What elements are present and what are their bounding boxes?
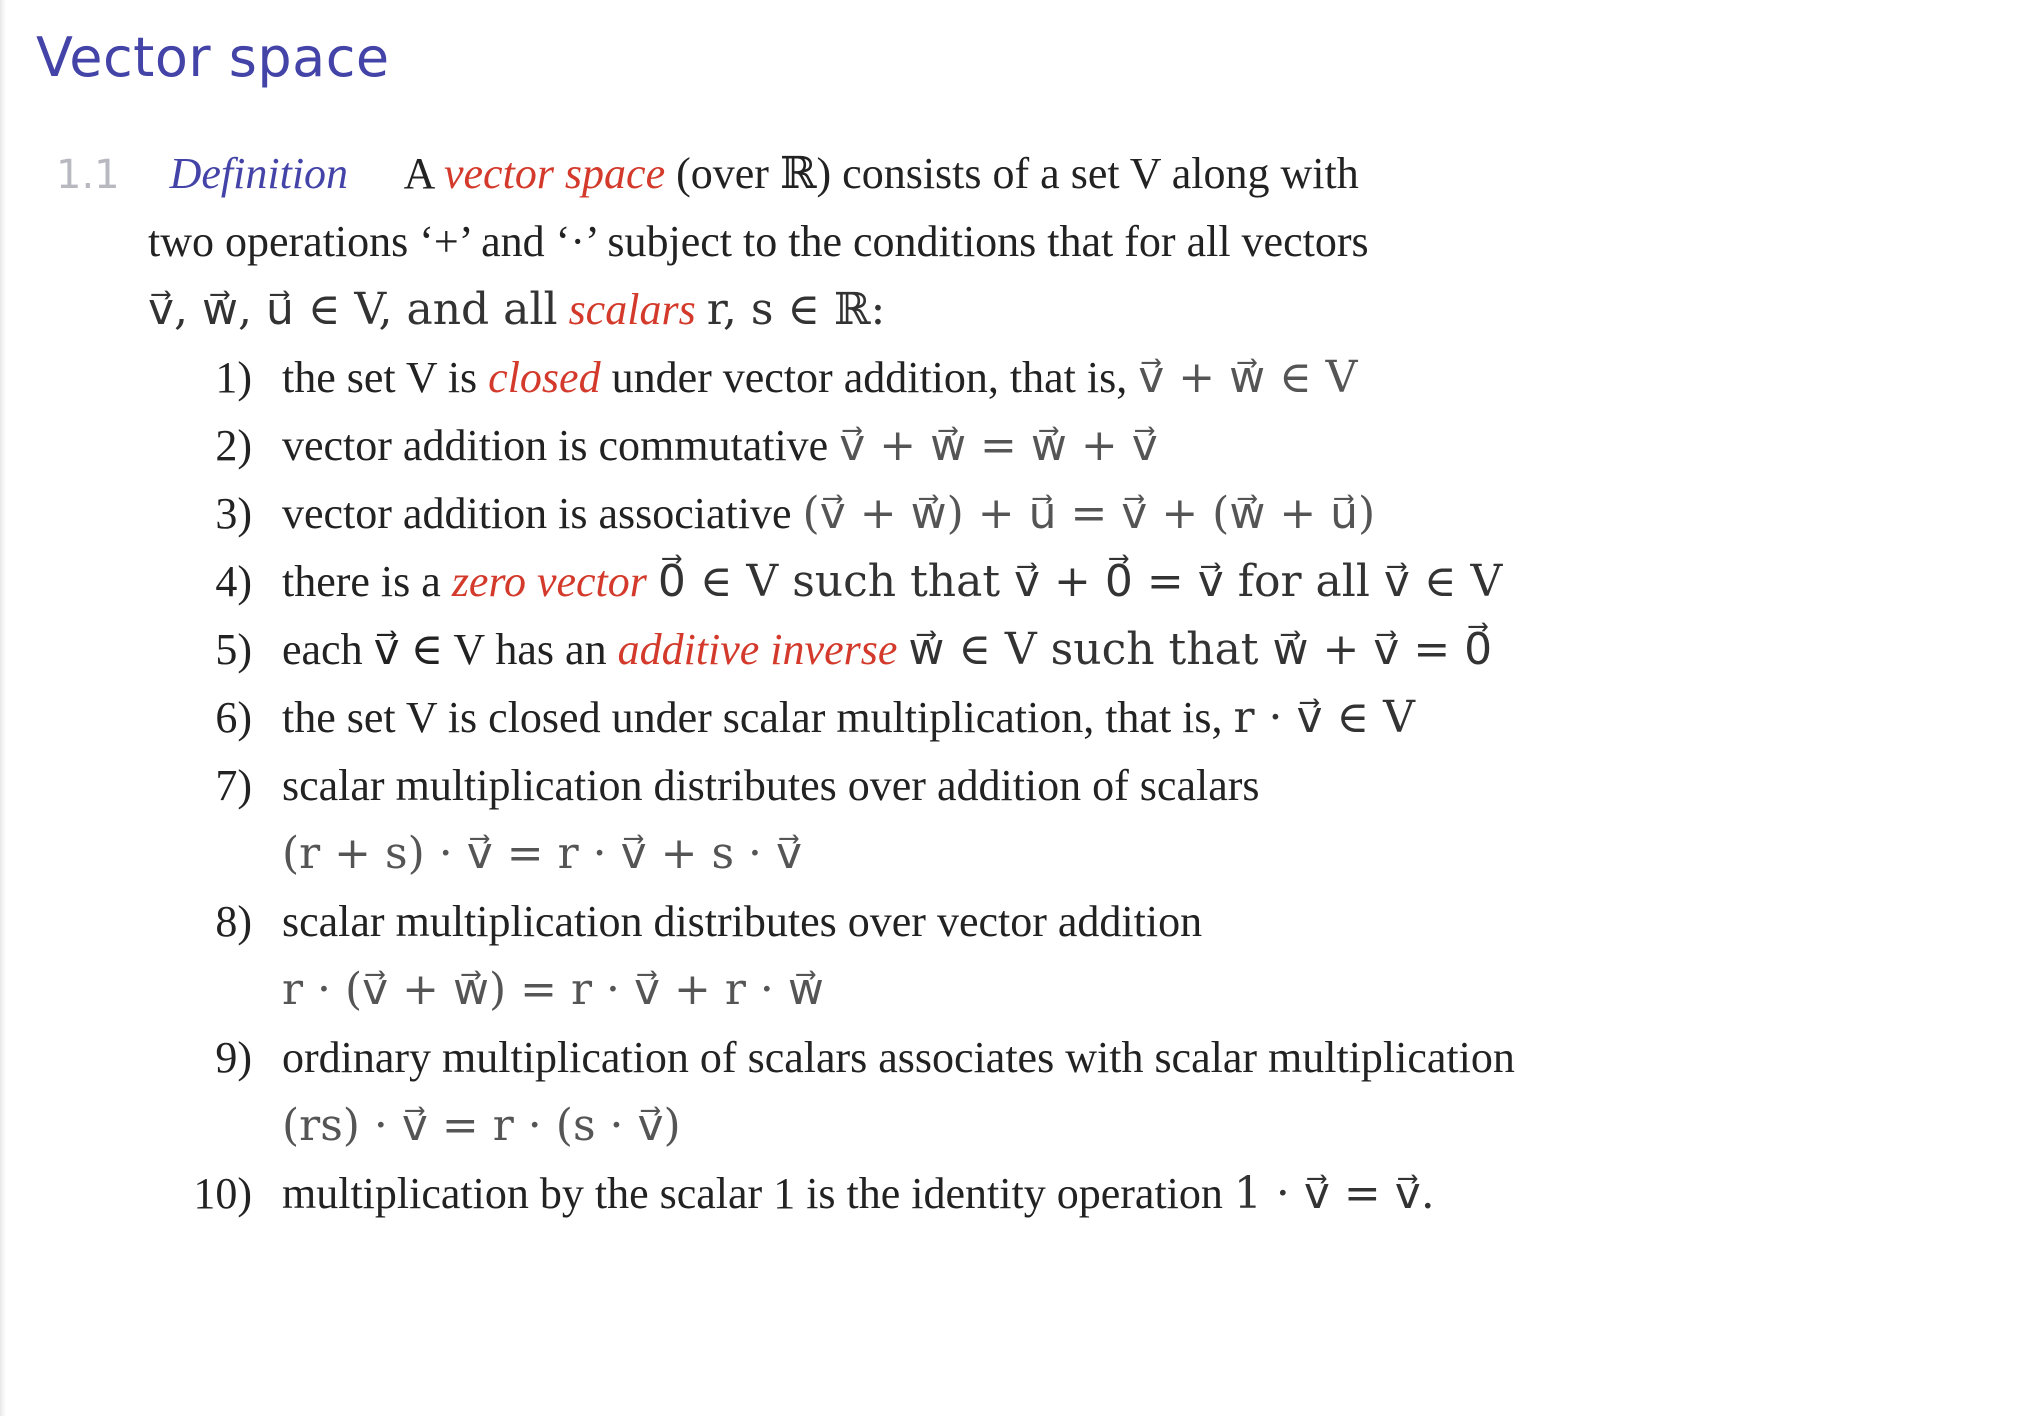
- axiom-post: 0⃗ ∈ V such that v⃗ + 0⃗ = v⃗ for all v⃗ ∈ V: [657, 556, 1503, 607]
- axiom-item: [148, 480, 2008, 548]
- axiom-number: 4): [215, 557, 252, 606]
- axiom-number: 8): [215, 897, 252, 946]
- axiom-number: 7): [215, 761, 252, 810]
- axiom-text: [282, 1160, 1435, 1228]
- term-scalars: scalars: [568, 285, 696, 334]
- axiom-formula: (rs) · v⃗ = r · (s · v⃗): [282, 1100, 681, 1151]
- axiom-text: [282, 412, 1158, 480]
- term-vector-space: vector space: [444, 149, 666, 198]
- slide-edge: [0, 0, 6, 1416]
- definition-line-3: [56, 276, 1996, 344]
- axiom-item: [148, 752, 2008, 820]
- definition-number: 1.1: [56, 152, 120, 198]
- axiom-formula: r · (v⃗ + w⃗) = r · v⃗ + r · w⃗: [282, 964, 824, 1015]
- axiom-item: [148, 344, 2008, 412]
- axiom-math: r · v⃗ ∈ V: [1233, 692, 1415, 743]
- axiom-number: 6): [215, 693, 252, 742]
- axiom-math: v⃗ + w⃗ ∈ V: [1138, 352, 1358, 403]
- axiom-number: 1): [215, 353, 252, 402]
- definition-line1-rest: (over ℝ) consists of a set V along with: [676, 149, 1359, 198]
- axiom-number: 3): [215, 489, 252, 538]
- definition-line-1: [56, 140, 1996, 208]
- axiom-number: 5): [215, 625, 252, 674]
- axiom-math: 1 · v⃗ = v⃗.: [1233, 1168, 1435, 1219]
- axiom-pre: vector addition is associative: [282, 489, 792, 538]
- axiom-number: 2): [215, 421, 252, 470]
- axiom-item: [148, 548, 2008, 616]
- axiom-text: ordinary multiplication of scalars associates with scalar multiplication: [282, 1033, 1515, 1082]
- axiom-text: scalar multiplication distributes over vector addition: [282, 897, 1203, 946]
- axiom-text: [282, 616, 1492, 684]
- axiom-item: [148, 412, 2008, 480]
- axiom-item: [148, 616, 2008, 684]
- definition-block: [56, 140, 1996, 344]
- axiom-post: w⃗ ∈ V such that w⃗ + v⃗ = 0⃗: [908, 624, 1493, 675]
- axiom-text: [282, 684, 1415, 752]
- axiom-pre: the set V is closed under scalar multiplication, that is,: [282, 693, 1223, 742]
- axiom-text: [282, 344, 1357, 412]
- definition-line3-rest: r, s ∈ ℝ:: [706, 284, 886, 335]
- axiom-text: [282, 548, 1502, 616]
- axiom-item: [148, 888, 2008, 956]
- definition-line-2: two operations ‘+’ and ‘·’ subject to the conditions that for all vectors: [148, 217, 1369, 266]
- term-additive-inverse: additive inverse: [617, 625, 898, 674]
- axiom-item: [148, 1024, 2008, 1092]
- axiom-formula: (r + s) · v⃗ = r · v⃗ + s · v⃗: [282, 828, 803, 879]
- axiom-post: under vector addition, that is,: [611, 353, 1128, 402]
- term-closed: closed: [488, 353, 601, 402]
- axiom-item: [148, 1160, 2008, 1228]
- axiom-list: [148, 344, 2008, 1228]
- axiom-pre: multiplication by the scalar 1 is the identity operation: [282, 1169, 1223, 1218]
- axiom-pre: vector addition is commutative: [282, 421, 829, 470]
- axiom-math: v⃗ + w⃗ = w⃗ + v⃗: [839, 420, 1158, 471]
- axiom-pre: there is a: [282, 557, 441, 606]
- slide-title: Vector space: [36, 26, 390, 89]
- axiom-text: scalar multiplication distributes over addition of scalars: [282, 761, 1260, 810]
- axiom-math: (v⃗ + w⃗) + u⃗ = v⃗ + (w⃗ + u⃗): [802, 488, 1376, 539]
- axiom-text: [282, 480, 1375, 548]
- axiom-number: 9): [215, 1033, 252, 1082]
- term-zero-vector: zero vector: [451, 557, 647, 606]
- definition-label: Definition: [169, 149, 349, 198]
- axiom-pre: the set V is: [282, 353, 478, 402]
- axiom-item: [148, 684, 2008, 752]
- definition-line3-a: v⃗, w⃗, u⃗ ∈ V, and all: [148, 284, 558, 335]
- axiom-pre: each v⃗ ∈ V has an: [282, 625, 607, 674]
- definition-line1-a: A: [403, 149, 433, 198]
- axiom-number: 10): [193, 1169, 252, 1218]
